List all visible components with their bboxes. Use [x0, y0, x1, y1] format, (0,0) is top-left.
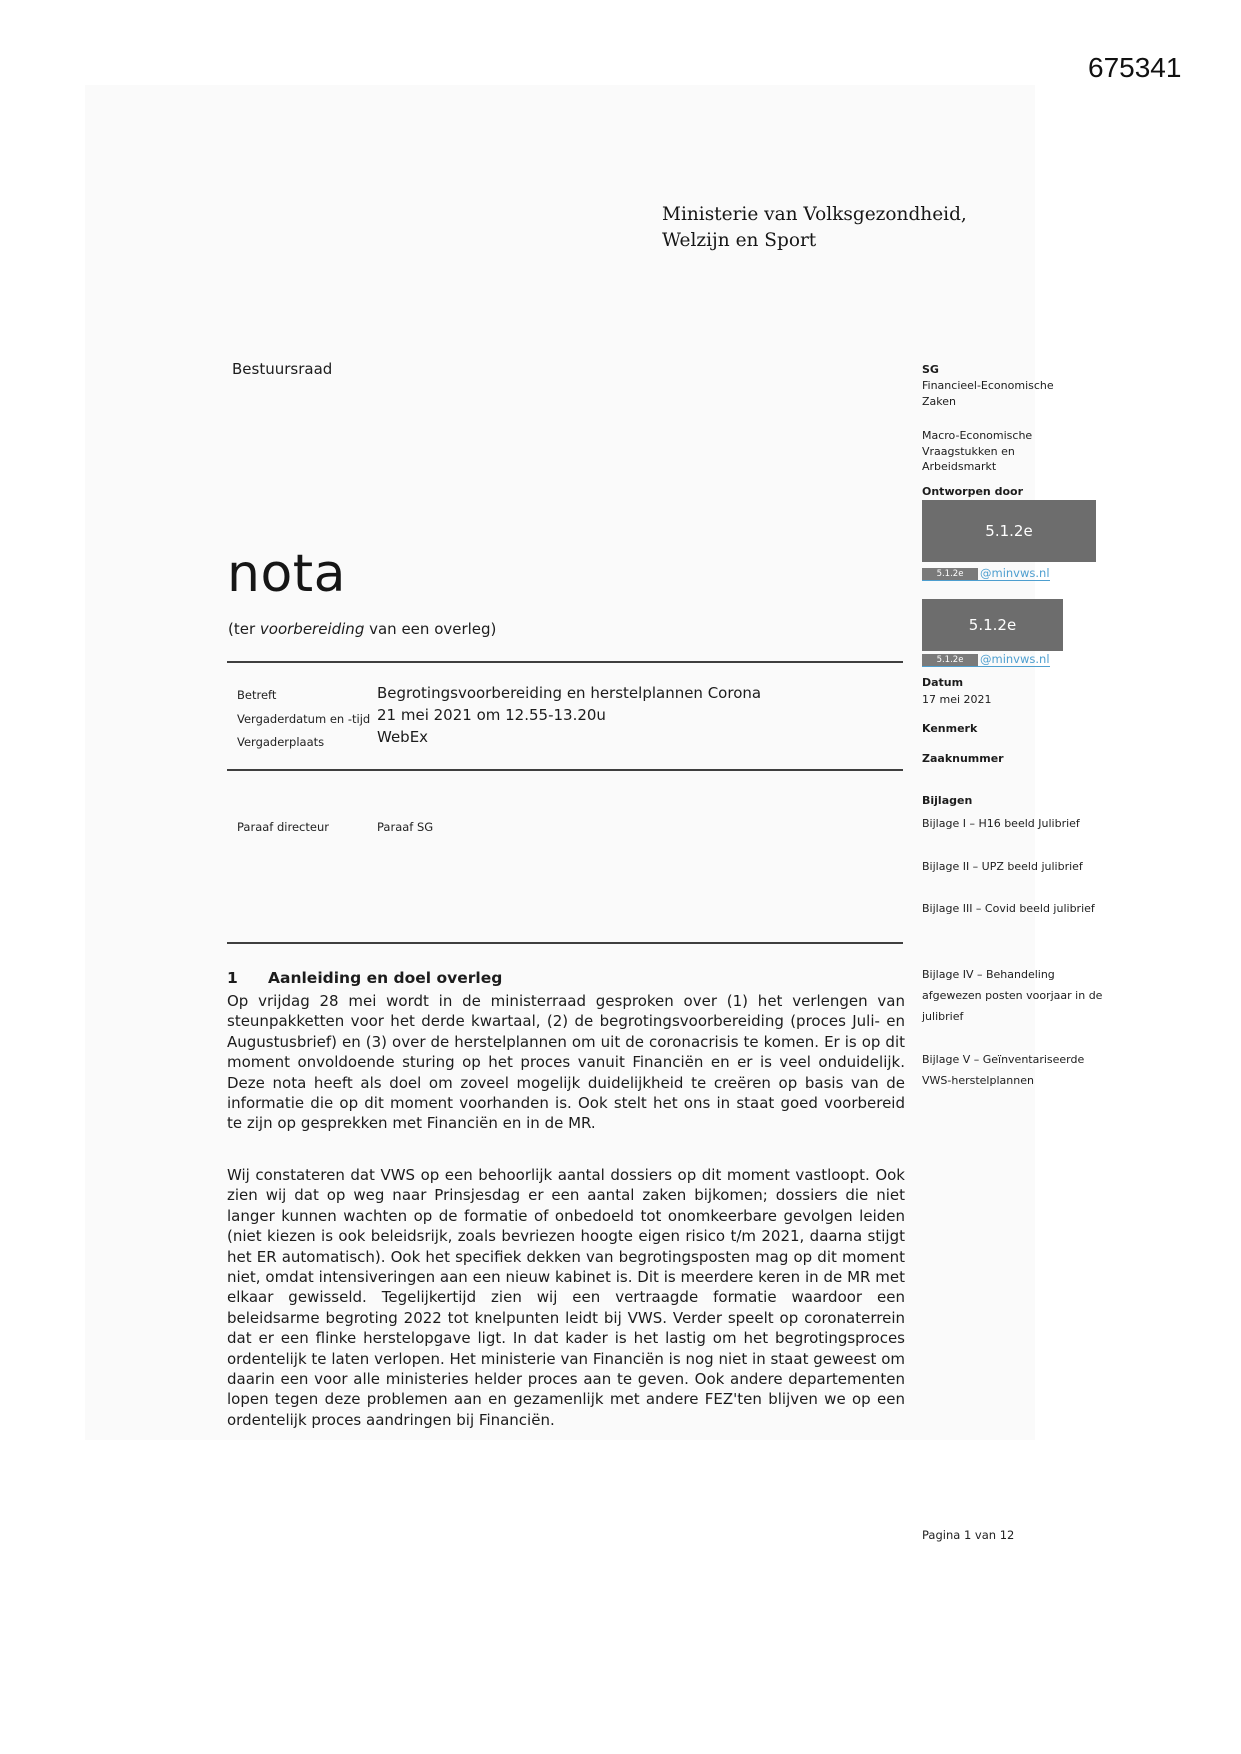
datum-label: Datum [922, 676, 964, 689]
zaaknummer-label: Zaaknummer [922, 752, 1004, 765]
section-heading [227, 969, 502, 987]
sidebar-dept-line-1: Macro-Economische [922, 429, 1033, 442]
meta-label-vergaderdatum: Vergaderdatum en -tijd [237, 712, 371, 726]
redaction-block-1: 5.1.2e [922, 500, 1096, 562]
body-paragraph-1: Op vrijdag 28 mei wordt in de ministerraad gesproken over (1) het verlengen van steunpakketten voor het derde kwartaal, (2) de begrotingsvoorbereiding (proces Juli- en Augustusbrief) en (3) over de herstelplannen om uit de coronacrisis te komen. Er is op dit moment onvoldoende sturing op het proces vanuit Financiën en er is veel onduidelijk. Deze nota heeft als doel om zoveel mogelijk duidelijkheid te creëren op basis van de informatie die op dit moment voorhanden is. Ook stelt het ons in staat goed voorbereid te zijn op gesprekken met Financiën en in de MR. [227, 992, 905, 1133]
section-title: Aanleiding en doel overleg [268, 969, 503, 987]
paraaf-sg-label: Paraaf SG [377, 820, 434, 834]
email-line-2 [922, 652, 1050, 667]
recipient-label: Bestuursraad [232, 360, 333, 378]
document-subtitle [228, 620, 496, 638]
email-line-1 [922, 566, 1050, 581]
page-number: Pagina 1 van 12 [922, 1528, 1015, 1542]
bijlage-item-1: Bijlage I – H16 beeld Julibrief [922, 817, 1080, 830]
ministry-line-2: Welzijn en Sport [662, 230, 817, 251]
bijlage-item-3: Bijlage III – Covid beeld julibrief [922, 902, 1095, 915]
divider-top [227, 661, 903, 663]
ministry-header [662, 202, 967, 254]
kenmerk-label: Kenmerk [922, 722, 978, 735]
subtitle-post: van een overleg) [364, 620, 497, 638]
sidebar-org-line-2: Zaken [922, 394, 956, 408]
redaction-bar-1: 5.1.2e [922, 568, 978, 580]
meta-value-betreft: Begrotingsvoorbereiding en herstelplannen Corona [377, 684, 762, 702]
paraaf-directeur-label: Paraaf directeur [237, 820, 329, 834]
document-number: 675341 [1088, 52, 1182, 83]
ministry-line-1: Ministerie van Volksgezondheid, [662, 204, 967, 225]
bijlage-item-2: Bijlage II – UPZ beeld julibrief [922, 860, 1083, 873]
redaction-block-2: 5.1.2e [922, 599, 1063, 651]
sidebar-dept-line-2: Vraagstukken en [922, 444, 1015, 458]
meta-label-vergaderplaats: Vergaderplaats [237, 735, 325, 749]
meta-label-betreft: Betreft [237, 688, 277, 702]
document-title: nota [227, 544, 347, 604]
body-paragraph-2: Wij constateren dat VWS op een behoorlijk aantal dossiers op dit moment vastloopt. Ook zien wij dat op weg naar Prinsjesdag er een aantal zaken bijkomen; dossiers die niet langer kunnen wachten op de formatie of onbedoeld tot onomkeerbare gevolgen leiden (niet kiezen is ook beleidsrijk, zoals bevriezen hoogte eigen risico t/m 2021, daarna stijgt het ER automatisch). Ook het specifiek dekken van begrotingsposten mag op dit moment niet, omdat intensiveringen aan een nieuw kabinet is. Dit is meerdere keren in de MR met elkaar gewisseld. Tegelijkertijd zien wij een vertraagde formatie waardoor een beleidsarme begroting 2022 tot knelpunten leidt bij VWS. Verder speelt op coronaterrein dat er een flinke herstelopgave ligt. In dat kader is het lastig om het begrotingsproces ordentelijk te laten verlopen. Het ministerie van Financiën is nog niet in staat geweest om daarin een voor alle ministeries helder proces aan te geven. Ook andere departementen lopen tegen deze problemen aan en gezamenlijk met andere FEZ'ten blijven we op een ordentelijk proces aandringen bij Financiën. [227, 1166, 905, 1429]
meta-value-vergaderdatum: 21 mei 2021 om 12.55-13.20u [377, 706, 606, 724]
sidebar-org-name [922, 378, 1114, 409]
subtitle-italic: voorbereiding [259, 620, 365, 638]
sidebar-dept-line-3: Arbeidsmarkt [922, 460, 997, 473]
sidebar-department [922, 428, 1114, 475]
email-link-1[interactable]: @minvws.nl [980, 566, 1050, 580]
divider-section [227, 942, 903, 944]
bijlage-item-4: Bijlage IV – Behandeling afgewezen posten voorjaar in de julibrief [922, 968, 1103, 1023]
meta-value-vergaderplaats: WebEx [377, 728, 429, 746]
ontworpen-door-label: Ontworpen door [922, 485, 1023, 498]
redaction-bar-2: 5.1.2e [922, 654, 978, 666]
divider-middle [227, 769, 903, 771]
email-link-2[interactable]: @minvws.nl [980, 652, 1050, 666]
section-number: 1 [227, 969, 238, 987]
bijlage-item-5: Bijlage V – Geïnventariseerde VWS-herstelplannen [922, 1053, 1085, 1087]
bijlagen-label: Bijlagen [922, 794, 973, 807]
sidebar-org-line-1: Financieel-Economische [922, 379, 1054, 392]
subtitle-pre: (ter [228, 620, 260, 638]
datum-value: 17 mei 2021 [922, 693, 992, 706]
sidebar-org-unit: SG [922, 363, 939, 376]
